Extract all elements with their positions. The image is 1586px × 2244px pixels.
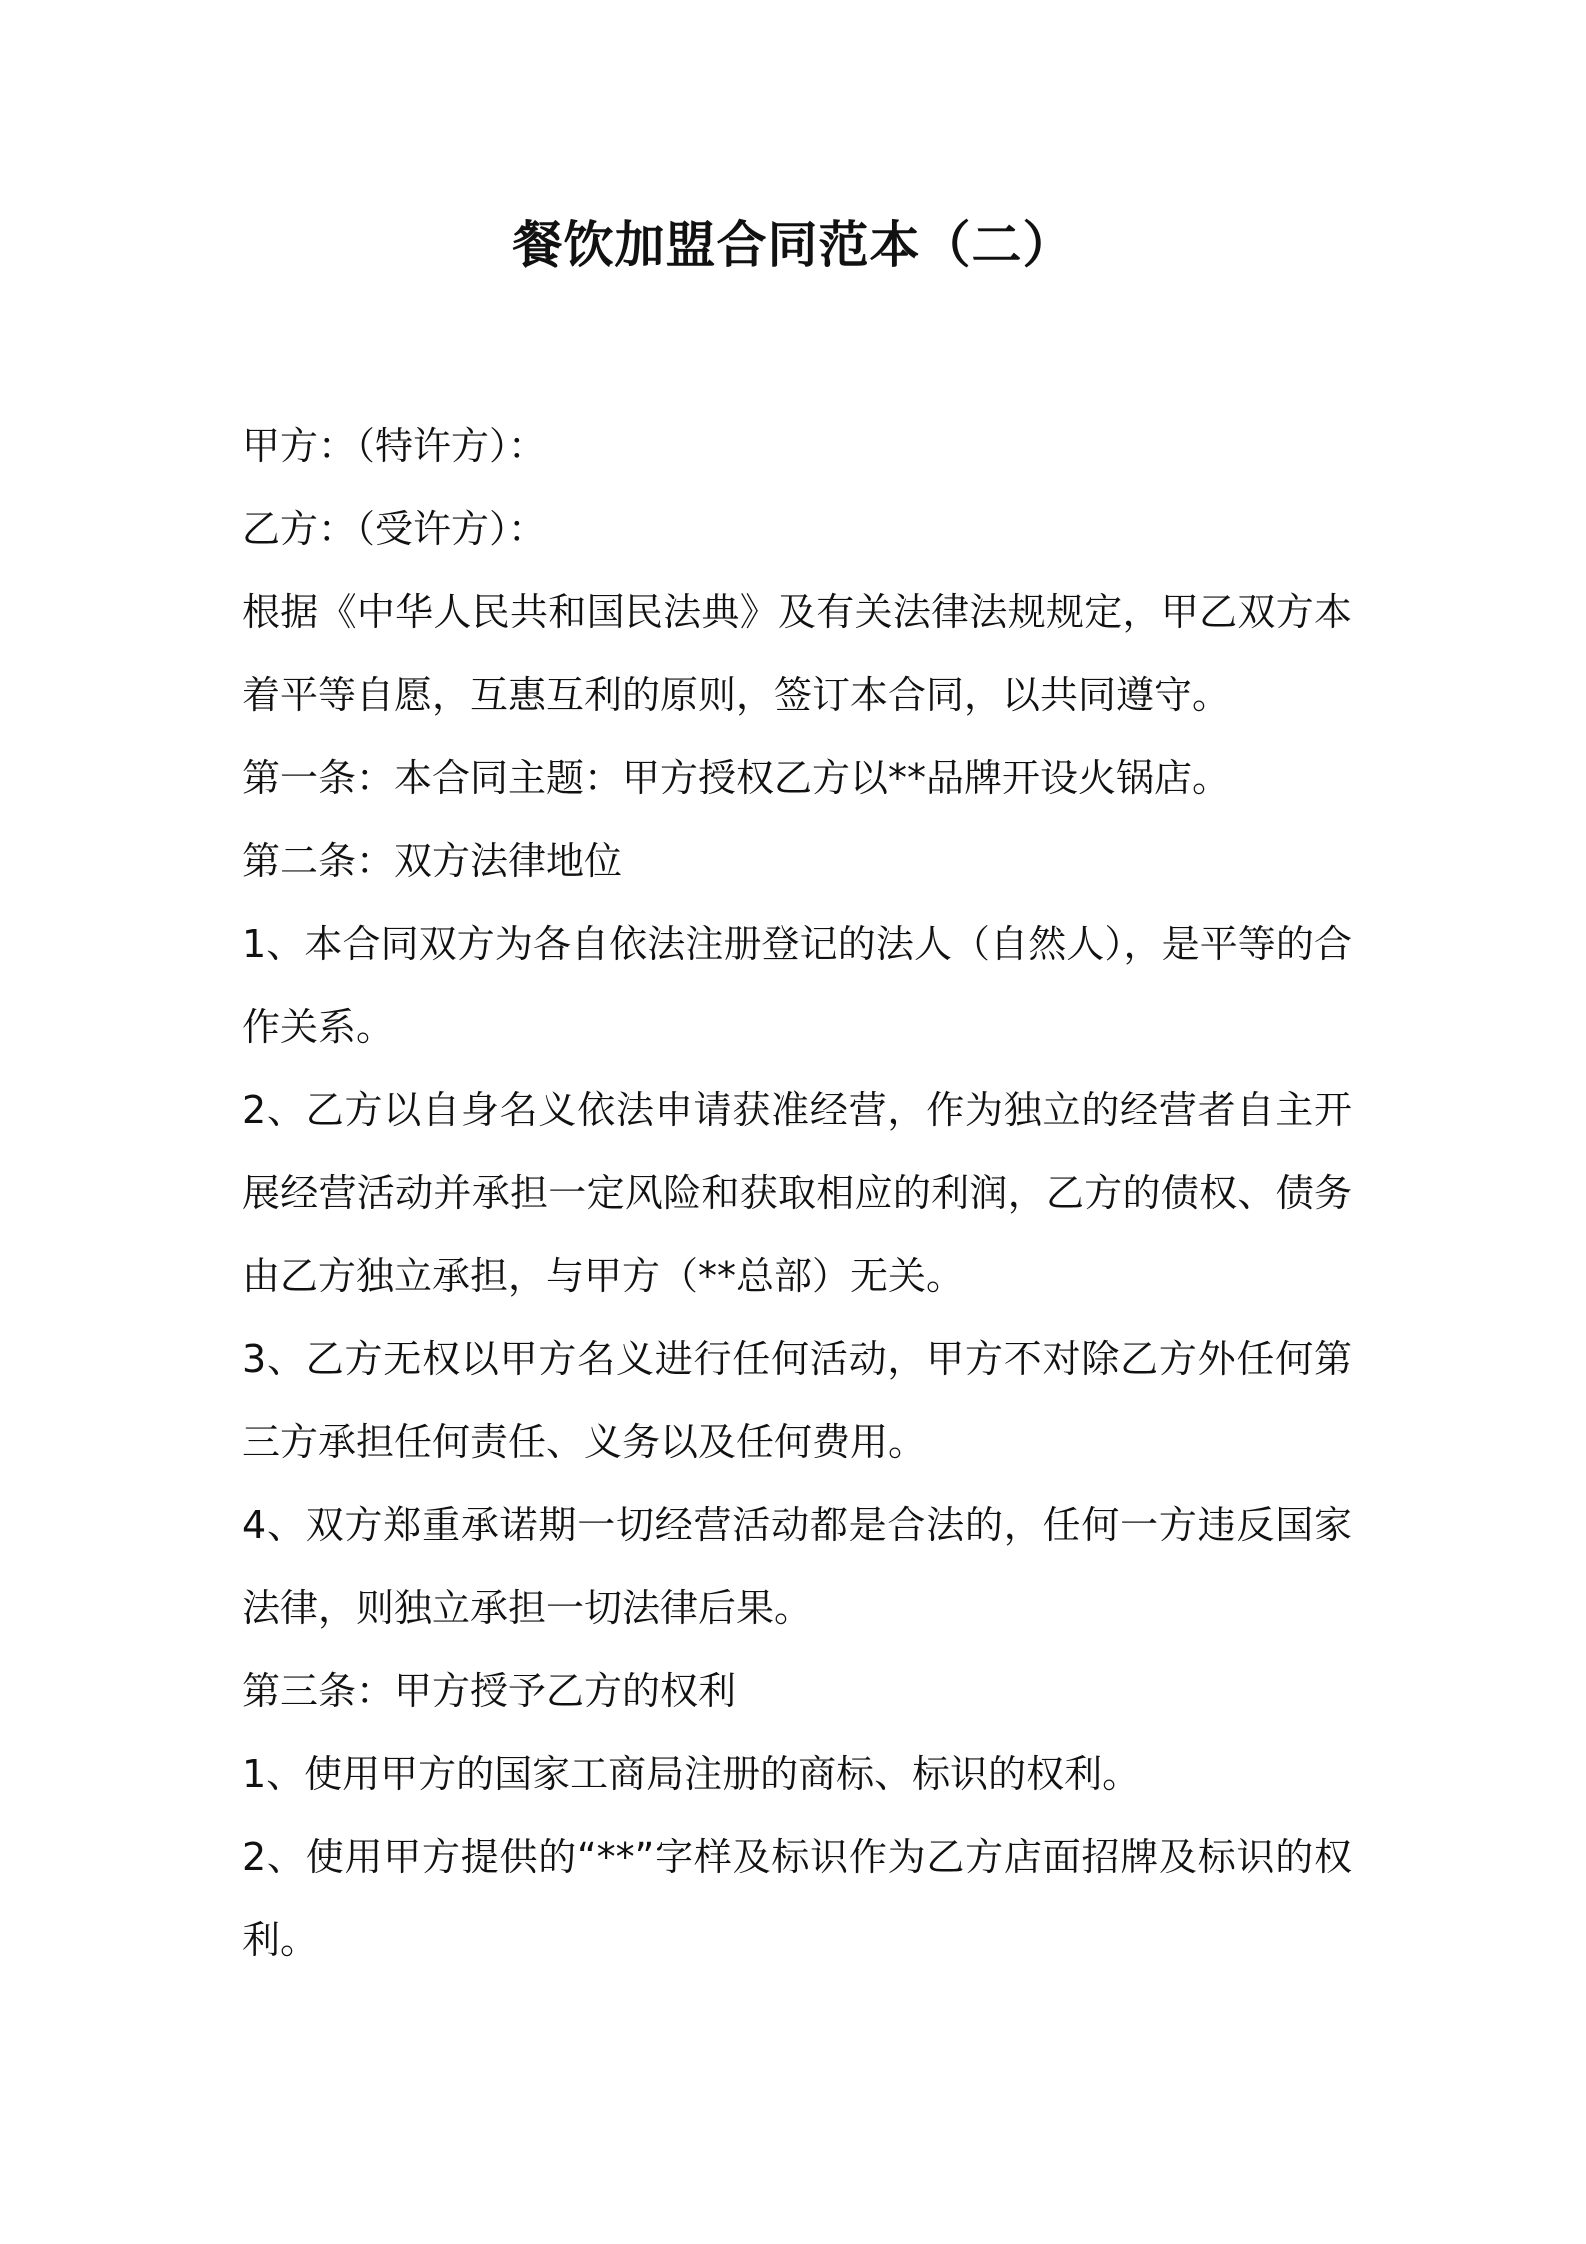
document-body <box>242 405 1352 1982</box>
article-3-heading: 第三条：甲方授予乙方的权利 <box>242 1669 737 1713</box>
article-3-clause-2: 2、使用甲方提供的“**”字样及标识作为乙方店面招牌及标识的权利。 <box>242 1835 1352 1962</box>
article-2-heading: 第二条：双方法律地位 <box>242 839 623 883</box>
article-1: 第一条：本合同主题：甲方授权乙方以**品牌开设火锅店。 <box>242 756 1231 800</box>
article-2-clause-1: 1、本合同双方为各自依法注册登记的法人（自然人），是平等的合作关系。 <box>242 922 1352 1049</box>
article-3-clause-1: 1、使用甲方的国家工商局注册的商标、标识的权利。 <box>242 1752 1141 1796</box>
party-a-line: 甲方：（特许方）： <box>242 424 547 468</box>
document-title: 餐饮加盟合同范本（二） <box>512 216 1074 274</box>
party-b-line: 乙方：（受许方）： <box>242 507 547 551</box>
article-2-clause-3: 3、乙方无权以甲方名义进行任何活动，甲方不对除乙方外任何第三方承担任何责任、义务以及任何费用。 <box>242 1337 1352 1464</box>
preamble-paragraph: 根据《中华人民共和国民法典》及有关法律法规规定，甲乙双方本着平等自愿，互惠互利的原则，签订本合同，以共同遵守。 <box>242 590 1352 717</box>
article-2-clause-2: 2、乙方以自身名义依法申请获准经营，作为独立的经营者自主开展经营活动并承担一定风险和获取相应的利润，乙方的债权、债务由乙方独立承担，与甲方（**总部）无关。 <box>242 1088 1352 1298</box>
article-2-clause-4: 4、双方郑重承诺期一切经营活动都是合法的，任何一方违反国家法律，则独立承担一切法律后果。 <box>242 1503 1352 1630</box>
